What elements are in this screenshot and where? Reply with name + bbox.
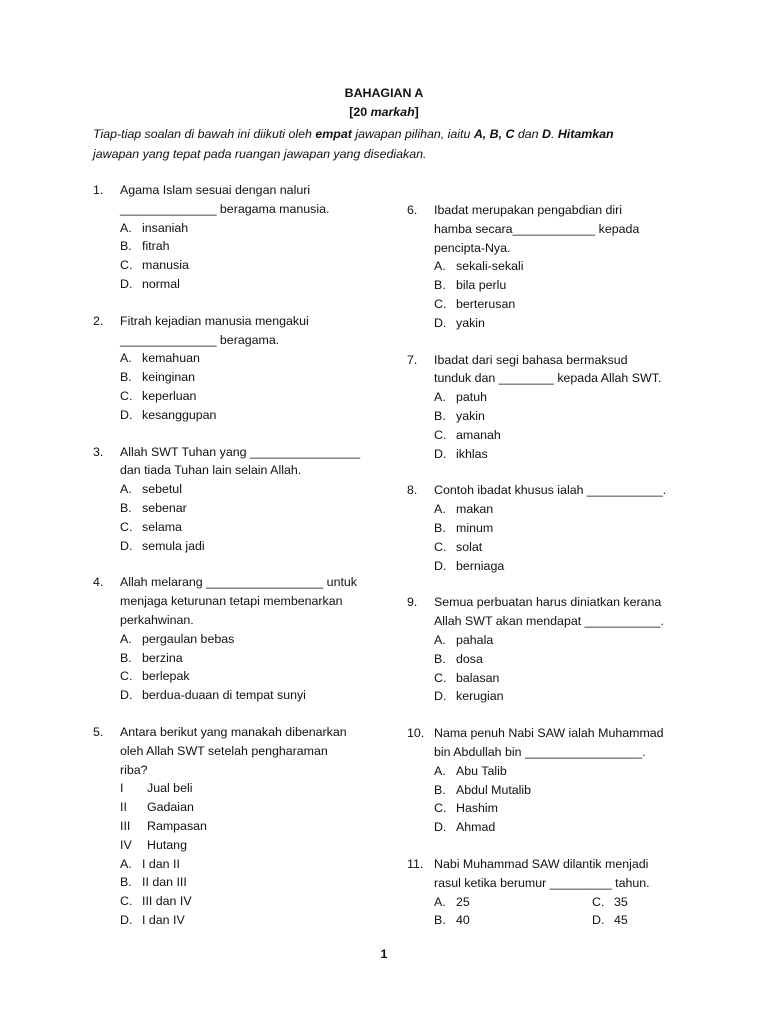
question-stem-line: Ibadat dari segi bahasa bermaksud (434, 352, 628, 367)
statement-text: Gadaian (147, 800, 194, 815)
statement-numeral: IV (120, 837, 132, 852)
question-number: 11. (407, 856, 424, 871)
answer-option (434, 407, 697, 426)
option-letter: A. (434, 894, 446, 909)
section-marks (0, 103, 768, 122)
option-text: Abdul Mutalib (456, 782, 532, 797)
answer-option (120, 537, 383, 556)
option-text: pergaulan bebas (142, 631, 235, 646)
statement-item (120, 779, 383, 798)
answer-option (592, 911, 697, 930)
answer-option (434, 557, 697, 576)
answer-option (120, 349, 383, 368)
instructions-text-1: Tiap-tiap soalan di bawah ini diikuti oleh (93, 127, 316, 141)
question-stem-line: Allah SWT Tuhan yang ________________ (120, 444, 361, 459)
section-header (0, 84, 768, 122)
statement-item (120, 817, 383, 836)
instructions-text-4: . (550, 127, 558, 141)
option-letter: D. (434, 558, 447, 573)
answer-option (120, 237, 383, 256)
question-stem-line: bin Abdullah bin _________________. (434, 744, 646, 759)
question-body (120, 181, 383, 294)
option-letter: C. (434, 296, 447, 311)
option-letter: C. (434, 427, 447, 442)
option-text: berlepak (142, 669, 190, 684)
option-text: Abu Talib (456, 763, 507, 778)
option-letter: A. (434, 259, 446, 274)
question-6 (407, 201, 697, 333)
option-letter: D. (434, 446, 447, 461)
answer-option (120, 499, 383, 518)
question-stem-line: dan tiada Tuhan lain selain Allah. (120, 463, 302, 478)
option-letter: D. (592, 913, 605, 928)
answer-option (120, 256, 383, 275)
question-stem-line: tunduk dan ________ kepada Allah SWT. (434, 371, 662, 386)
question-number: 1. (93, 183, 104, 197)
answer-option (434, 687, 697, 706)
option-text: I dan II (142, 856, 180, 871)
answer-option (120, 911, 383, 930)
statement-item (120, 798, 383, 817)
option-letter: B. (434, 782, 446, 797)
left-question-column (93, 181, 383, 930)
marks-close: ] (414, 105, 419, 119)
question-body (434, 351, 697, 464)
question-stem-line: Contoh ibadat khusus ialah ___________. (434, 483, 667, 498)
option-text: minum (456, 520, 494, 535)
answer-option (434, 911, 592, 930)
question-body (434, 855, 697, 930)
answer-option (434, 257, 697, 276)
option-text: yakin (456, 408, 485, 423)
option-letter: B. (434, 408, 446, 423)
statement-text: Jual beli (147, 781, 193, 796)
marks-open: [20 (349, 105, 371, 119)
answer-option (120, 518, 383, 537)
option-letter: C. (120, 669, 133, 684)
question-stem-line: oleh Allah SWT setelah pengharaman (120, 743, 328, 758)
question-8 (407, 481, 697, 575)
answer-option (120, 406, 383, 425)
option-text: Hashim (456, 801, 498, 816)
question-stem-line: riba? (120, 762, 148, 777)
question-stem-line: Allah SWT akan mendapat ___________. (434, 614, 664, 629)
option-letter: D. (120, 538, 133, 553)
option-text: sebetul (142, 482, 182, 497)
option-letter: B. (434, 913, 446, 928)
question-11 (407, 855, 697, 930)
statement-numeral: I (120, 781, 124, 796)
option-text: 35 (614, 894, 628, 909)
option-letter: D. (120, 912, 133, 927)
option-letter: C. (120, 894, 133, 909)
question-stem-line: pencipta-Nya. (434, 240, 511, 255)
answer-option (120, 649, 383, 668)
answer-option (434, 631, 697, 650)
option-text: kerugian (456, 689, 504, 704)
answer-option (120, 387, 383, 406)
answer-option (434, 388, 697, 407)
question-stem-line: perkahwinan. (120, 612, 194, 627)
option-letter: C. (120, 519, 133, 534)
option-text: amanah (456, 427, 501, 442)
option-letter: B. (120, 370, 132, 385)
option-letter: D. (434, 315, 447, 330)
question-3 (93, 443, 383, 556)
question-body (120, 312, 383, 425)
option-letter: C. (434, 670, 447, 685)
instructions-text-2: jawapan pilihan, iaitu (351, 127, 474, 141)
question-stem-line: rasul ketika berumur _________ tahun. (434, 875, 650, 890)
answer-option (434, 445, 697, 464)
answer-option (434, 538, 697, 557)
answer-option (120, 667, 383, 686)
question-stem-line: ______________ beragama. (120, 332, 280, 347)
option-text: ikhlas (456, 446, 488, 461)
section-title: BAHAGIAN A (344, 86, 424, 100)
option-letter: D. (120, 688, 133, 703)
question-number: 7. (407, 352, 418, 367)
option-letter: C. (434, 539, 447, 554)
option-text: kemahuan (142, 351, 200, 366)
option-letter: B. (434, 520, 446, 535)
option-text: yakin (456, 315, 485, 330)
option-text: III dan IV (142, 894, 192, 909)
option-letter: B. (120, 500, 132, 515)
answer-option (120, 686, 383, 705)
option-text: dosa (456, 651, 483, 666)
answer-option (434, 426, 697, 445)
option-text: semula jadi (142, 538, 205, 553)
option-letter: C. (120, 258, 133, 273)
instructions (93, 124, 653, 164)
option-text: bila perlu (456, 278, 507, 293)
option-text: patuh (456, 390, 488, 405)
question-number: 4. (93, 575, 104, 590)
question-stem-line: Semua perbuatan harus diniatkan kerana (434, 595, 662, 610)
option-text: sekali-sekali (456, 259, 524, 274)
option-letter: A. (120, 351, 132, 366)
question-number: 9. (407, 595, 418, 610)
option-text: pahala (456, 632, 494, 647)
option-letter: B. (120, 239, 132, 254)
option-text: 45 (614, 913, 628, 928)
question-stem-line: Fitrah kejadian manusia mengakui (120, 313, 309, 328)
option-text: berzina (142, 650, 183, 665)
option-letter: A. (120, 220, 132, 235)
answer-option (120, 873, 383, 892)
question-number: 2. (93, 313, 104, 328)
question-5 (93, 723, 383, 930)
option-text: berterusan (456, 296, 516, 311)
option-text: fitrah (142, 239, 170, 254)
option-text: selama (142, 519, 182, 534)
question-stem-line: menjaga keturunan tetapi membenarkan (120, 594, 343, 609)
option-letter: B. (120, 650, 132, 665)
answer-option (434, 276, 697, 295)
question-number: 8. (407, 483, 418, 498)
option-letter: B. (434, 651, 446, 666)
question-body (434, 724, 697, 837)
question-4 (93, 573, 383, 705)
question-body (120, 723, 383, 930)
answer-option (120, 275, 383, 294)
question-body (120, 573, 383, 705)
option-letter: A. (120, 856, 132, 871)
option-letter: A. (434, 390, 446, 405)
option-text: Ahmad (456, 820, 496, 835)
instructions-bold-4: Hitamkan (557, 127, 614, 141)
question-stem-line: Nabi Muhammad SAW dilantik menjadi (434, 856, 649, 871)
option-text: kesanggupan (142, 407, 217, 422)
answer-option (434, 818, 697, 837)
question-body (434, 481, 697, 575)
answer-option (120, 219, 383, 238)
statement-text: Rampasan (147, 818, 207, 833)
question-stem-line: Agama Islam sesuai dengan naluri (120, 183, 311, 197)
option-text: makan (456, 502, 494, 517)
option-letter: A. (434, 502, 446, 517)
answer-option (120, 630, 383, 649)
option-letter: D. (120, 276, 133, 291)
option-letter: A. (434, 763, 446, 778)
question-stem-line: Antara berikut yang manakah dibenarkan (120, 724, 347, 739)
statement-item (120, 836, 383, 855)
option-text: manusia (142, 258, 189, 273)
question-number: 5. (93, 724, 104, 739)
answer-option (434, 650, 697, 669)
marks-word: markah (370, 105, 415, 119)
option-text: keinginan (142, 370, 196, 385)
instructions-text-5: jawapan yang tepat pada ruangan jawapan yang disediakan. (93, 147, 427, 161)
question-1 (93, 181, 383, 294)
option-text: 40 (456, 913, 470, 928)
answer-option (434, 781, 697, 800)
question-body (434, 593, 697, 706)
option-letter: A. (120, 631, 132, 646)
question-9 (407, 593, 697, 706)
answer-option (434, 500, 697, 519)
question-number: 3. (93, 444, 104, 459)
option-letter: C. (120, 388, 133, 403)
page-number: 1 (380, 947, 388, 961)
instructions-text-3: dan (514, 127, 542, 141)
answer-option (434, 762, 697, 781)
question-10 (407, 724, 697, 837)
option-letter: A. (120, 482, 132, 497)
question-number: 6. (407, 203, 418, 217)
option-text: balasan (456, 670, 500, 685)
option-letter: C. (434, 801, 447, 816)
answer-option (120, 480, 383, 499)
instructions-bold-3: D (542, 127, 551, 141)
statement-numeral: II (120, 800, 127, 815)
question-body (120, 443, 383, 556)
answer-options-grid (434, 893, 697, 931)
option-letter: A. (434, 632, 446, 647)
question-stem-line: Ibadat merupakan pengabdian diri (434, 203, 623, 217)
statement-text: Hutang (147, 837, 187, 852)
option-text: 25 (456, 894, 470, 909)
answer-option (434, 893, 592, 912)
option-text: solat (456, 539, 483, 554)
option-letter: B. (120, 875, 132, 890)
option-letter: D. (120, 407, 133, 422)
answer-option (120, 892, 383, 911)
option-text: I dan IV (142, 912, 185, 927)
answer-option (434, 519, 697, 538)
question-stem-line: ______________ beragama manusia. (120, 201, 330, 216)
option-text: II dan III (142, 875, 187, 890)
question-7 (407, 351, 697, 464)
option-letter: D. (434, 820, 447, 835)
instructions-bold-2: A, B, C (473, 127, 515, 141)
answer-option (434, 799, 697, 818)
question-2 (93, 312, 383, 425)
answer-option (434, 314, 697, 333)
answer-option (434, 669, 697, 688)
statement-numeral: III (120, 818, 131, 833)
question-number: 10. (407, 726, 425, 741)
option-text: insaniah (142, 220, 189, 235)
right-question-column (407, 201, 697, 930)
option-letter: C. (592, 894, 605, 909)
option-text: berdua-duaan di tempat sunyi (142, 688, 306, 703)
option-text: keperluan (142, 388, 197, 403)
option-letter: D. (434, 689, 447, 704)
answer-option (120, 368, 383, 387)
question-stem-line: hamba secara____________ kepada (434, 221, 640, 236)
question-stem-line: Allah melarang _________________ untuk (120, 575, 357, 590)
option-letter: B. (434, 278, 446, 293)
option-text: sebenar (142, 500, 187, 515)
instructions-bold-1: empat (315, 127, 352, 141)
question-body (434, 201, 697, 333)
answer-option (120, 855, 383, 874)
answer-option (592, 893, 697, 912)
answer-option (434, 295, 697, 314)
question-stem-line: Nama penuh Nabi SAW ialah Muhammad (434, 726, 664, 741)
option-text: normal (142, 276, 180, 291)
option-text: berniaga (456, 558, 505, 573)
